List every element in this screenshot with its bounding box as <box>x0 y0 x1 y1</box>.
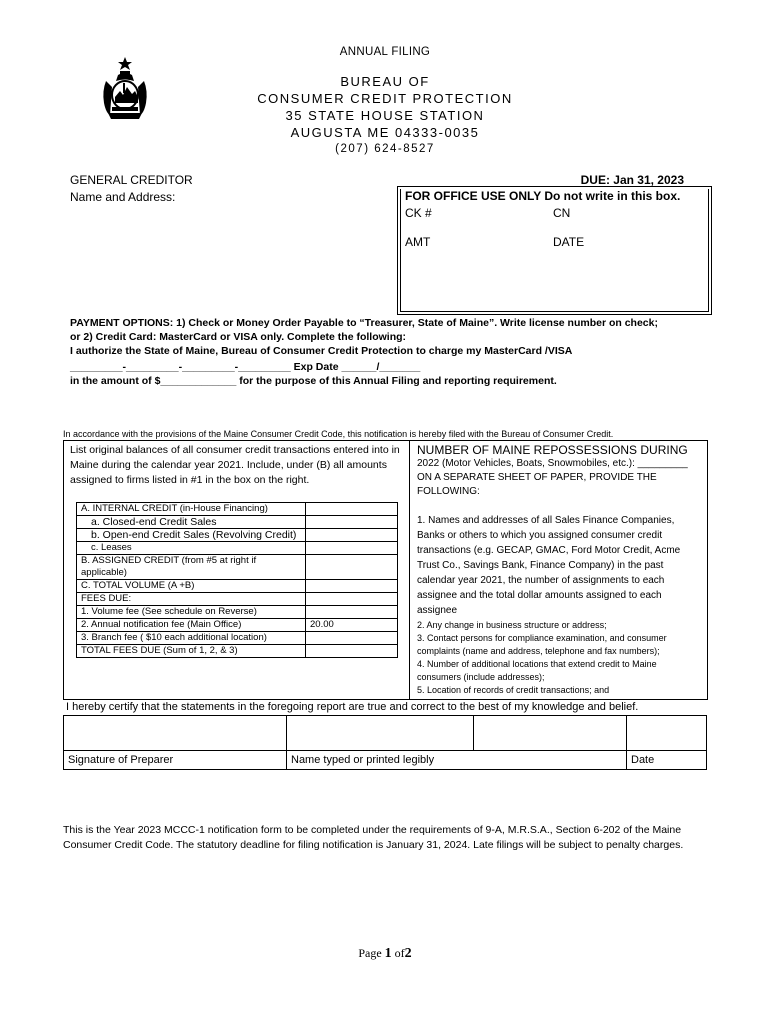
table-row <box>77 593 398 606</box>
volume-fees-table <box>76 502 398 658</box>
separate-sheet-line: ON A SEPARATE SHEET OF PAPER, PROVIDE THE <box>417 472 657 483</box>
bureau-name-line1: BUREAU OF <box>340 74 430 89</box>
general-creditor-label: GENERAL CREDITOR <box>70 173 193 187</box>
row-label: A. INTERNAL CREDIT (in-House Financing) <box>77 503 306 516</box>
row-value-field[interactable] <box>306 606 398 619</box>
row-label: B. ASSIGNED CREDIT (from #5 at right if applicable) <box>77 555 306 580</box>
notice-line-1: This is the Year 2023 MCCC-1 notification form to be completed under the requirements of 9-A, M.R.S.A., Section 6-202 of the Maine <box>63 824 682 836</box>
table-row <box>77 503 398 516</box>
following-line: FOLLOWING: <box>417 486 480 497</box>
bureau-address-line1: 35 STATE HOUSE STATION <box>285 108 485 123</box>
amt-label: AMT <box>405 235 431 249</box>
row-value-field[interactable]: 20.00 <box>306 619 398 632</box>
payment-options <box>70 316 690 388</box>
table-row <box>77 516 398 529</box>
signature-preparer-label: Signature of Preparer <box>64 751 287 770</box>
instruction-item-5: 5. Location of records of credit transactions; and <box>417 685 610 695</box>
bureau-address-line2: AUGUSTA ME 04333-0035 <box>290 125 480 140</box>
name-address-label: Name and Address: <box>70 190 176 204</box>
payment-amount-line: in the amount of $_____________ for the purpose of this Annual Filing and reporting requirement. <box>70 375 557 387</box>
table-row <box>77 632 398 645</box>
row-label: 3. Branch fee ( $10 each additional location) <box>77 632 306 645</box>
date-label: DATE <box>553 235 585 249</box>
right-column-instructions <box>417 443 699 697</box>
of-word: of <box>394 946 405 960</box>
row-value-field[interactable] <box>306 645 398 658</box>
row-label: c. Leases <box>77 542 306 555</box>
instruction-item-4: 4. Number of additional locations that extend credit to Maine consumers (include addresses); <box>417 659 657 682</box>
table-row <box>77 619 398 632</box>
table-row <box>77 606 398 619</box>
table-row <box>77 555 398 580</box>
due-date: DUE: Jan 31, 2023 <box>580 173 684 187</box>
instruction-item-2: 2. Any change in business structure or address; <box>417 620 607 630</box>
bureau-name-line2: CONSUMER CREDIT PROTECTION <box>257 91 513 106</box>
blank-field[interactable] <box>474 716 627 751</box>
table-row <box>77 580 398 593</box>
page-word: Page <box>358 946 382 960</box>
page-indicator <box>0 946 770 962</box>
instruction-item-1: 1. Names and addresses of all Sales Finance Companies, Banks or others to which you assigned consumer credit transactions (e.g. GECAP, GMAC, Ford Motor Credit, Acme Trust Co., Savings Bank, Finance Company) in the past calendar year 2021, the number of assignments to each assignee and the total dollar amounts assigned to each assignee <box>417 515 681 616</box>
signature-date-label: Date <box>627 751 707 770</box>
ck-label: CK # <box>405 206 432 220</box>
row-value-field[interactable] <box>306 593 398 606</box>
accordance-statement: In accordance with the provisions of the Maine Consumer Credit Code, this notification is hereby filed with the Bureau of Consumer Credit. <box>63 429 614 439</box>
row-value-field[interactable] <box>306 580 398 593</box>
row-label: FEES DUE: <box>77 593 306 606</box>
payment-line3: I authorize the State of Maine, Bureau of Consumer Credit Protection to charge my MasterCard /VISA <box>70 345 573 357</box>
office-use-title: FOR OFFICE USE ONLY Do not write in this box. <box>405 189 681 203</box>
row-value-field[interactable] <box>306 555 398 580</box>
name-printed-label: Name typed or printed legibly <box>287 751 627 770</box>
cn-label: CN <box>553 206 571 220</box>
row-value-field[interactable] <box>306 516 398 529</box>
row-label: 1. Volume fee (See schedule on Reverse) <box>77 606 306 619</box>
payment-line2: or 2) Credit Card: MasterCard or VISA only. Complete the following: <box>70 331 407 343</box>
payment-line1: PAYMENT OPTIONS: 1) Check or Money Order Payable to “Treasurer, State of Maine”. Write license number on check; <box>70 317 658 329</box>
printed-name-field[interactable] <box>287 716 474 751</box>
row-value-field[interactable] <box>306 503 398 516</box>
repossessions-heading: NUMBER OF MAINE REPOSSESSIONS DURING <box>417 443 688 457</box>
annual-filing-title: ANNUAL FILING <box>339 46 431 58</box>
certification-statement: I hereby certify that the statements in the foregoing report are true and correct to the best of my knowledge and belief. <box>66 701 639 713</box>
date-field[interactable] <box>627 716 707 751</box>
page-total: 2 <box>404 946 412 961</box>
filing-details-box <box>63 440 708 700</box>
page-number: 1 <box>384 946 392 961</box>
notice-line-2: Consumer Credit Code. The statutory deadline for filing notification is January 31, 2024. Late filings will be subject to penalty charges. <box>63 839 684 851</box>
row-label: a. Closed-end Credit Sales <box>77 516 306 529</box>
table-row <box>77 542 398 555</box>
office-use-box <box>397 186 712 315</box>
row-value-field[interactable] <box>306 529 398 542</box>
filing-notice <box>63 823 713 853</box>
repossessions-line: 2022 (Motor Vehicles, Boats, Snowmobiles, etc.): _________ <box>417 458 688 469</box>
row-value-field[interactable] <box>306 542 398 555</box>
left-column-intro: List original balances of all consumer credit transactions entered into in Maine during the calendar year 2021. Include, under (B) all amounts assigned to firms listed in #1 in the box on the right. <box>70 444 400 486</box>
row-label: b. Open-end Credit Sales (Revolving Credit) <box>77 529 306 542</box>
card-number-line: _________-_________-_________-_________ Exp Date ______/_______ <box>70 361 421 373</box>
table-row <box>77 645 398 658</box>
row-label: 2. Annual notification fee (Main Office) <box>77 619 306 632</box>
instruction-item-3: 3. Contact persons for compliance examination, and consumer complaints (name and address, telephone and fax numbers); <box>417 633 667 656</box>
table-row <box>77 529 398 542</box>
row-value-field[interactable] <box>306 632 398 645</box>
bureau-phone: (207) 624-8527 <box>335 143 435 155</box>
row-label: C. TOTAL VOLUME (A +B) <box>77 580 306 593</box>
row-label: TOTAL FEES DUE (Sum of 1, 2, & 3) <box>77 645 306 658</box>
signature-field[interactable] <box>64 716 287 751</box>
signature-table <box>63 715 707 770</box>
